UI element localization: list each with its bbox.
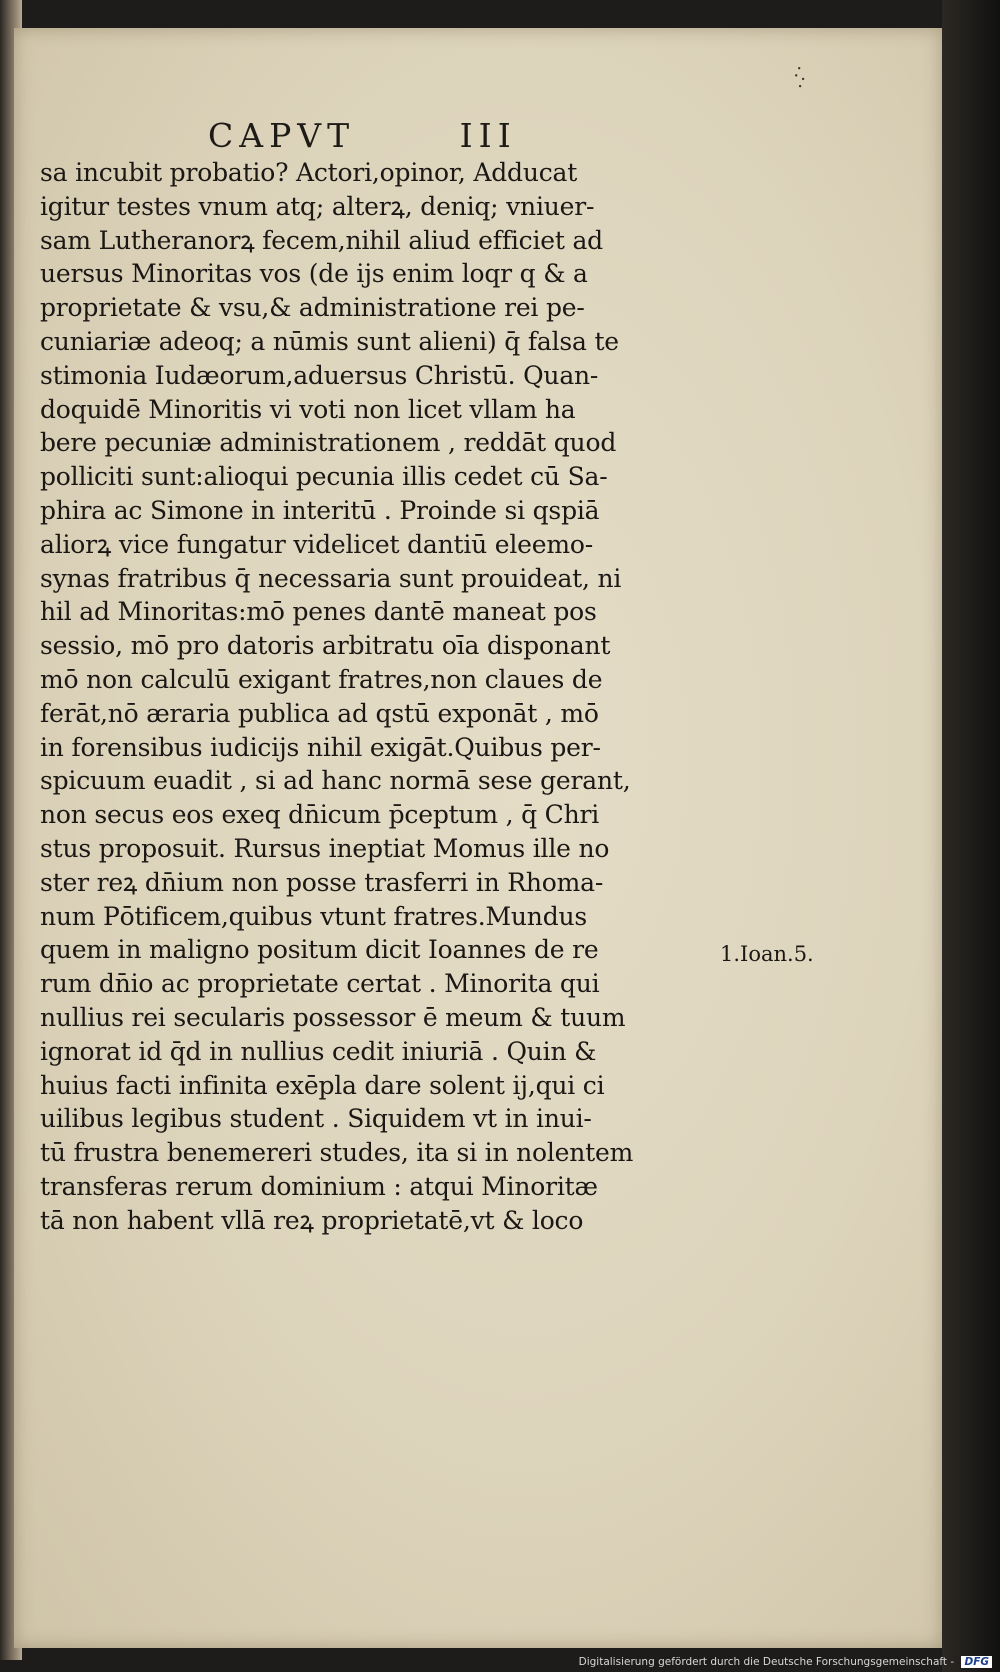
text-line: num Pōtificem,quibus vtunt fratres.Mundus — [40, 901, 588, 931]
text-line: uersus Minoritas vos (de ijs enim loqr q & a — [40, 259, 588, 289]
text-line: mō non calculū exigant fratres,non claues de — [40, 664, 603, 694]
text-line: synas fratribus q̄ necessaria sunt prouideat, ni — [40, 563, 622, 593]
margin-note: 1.Ioan.5. — [720, 942, 814, 966]
text-line: proprietate & vsu,& administratione rei pe- — [40, 293, 585, 323]
text-line: transferas rerum dominium : atqui Minoritæ — [40, 1171, 598, 1201]
text-line: sam Lutheranorꝝ fecem,nihil aliud efficiet ad — [40, 225, 603, 255]
corner-marks: ·.·. — [787, 62, 816, 91]
text-line: stus proposuit. Rursus ineptiat Momus ille no — [40, 833, 610, 863]
text-line: uilibus legibus student . Siquidem vt in inui- — [40, 1104, 592, 1134]
text-line: polliciti sunt:alioqui pecunia illis cedet cū Sa- — [40, 462, 608, 492]
text-line: phira ac Simone in interitū . Proinde si qspiā — [40, 495, 600, 525]
text-line: in forensibus iudicijs nihil exigāt.Quibus per- — [40, 732, 601, 762]
text-line: ster reꝝ dn̄ium non posse trasferri in Rhoma- — [40, 867, 604, 897]
text-line: quem in maligno positum dicit Ioannes de re — [40, 935, 599, 965]
text-line: rum dn̄io ac proprietate certat . Minorita qui — [40, 969, 600, 999]
text-line: bere pecuniæ administrationem , reddāt quod — [40, 428, 617, 458]
text-line: nullius rei secularis possessor ē meum & tuum — [40, 1002, 626, 1032]
footer-credit-text: Digitalisierung gefördert durch die Deutsche Forschungsgemeinschaft - — [578, 1656, 955, 1668]
text-line: spicuum euadit , si ad hanc normā sese gerant, — [40, 766, 631, 796]
text-line: ferāt,nō æraria publica ad qstū exponāt , mō — [40, 698, 599, 728]
chapter-number: III — [459, 116, 517, 155]
text-line: doquidē Minoritis vi voti non licet vllam ha — [40, 394, 576, 424]
scan-right-edge — [942, 0, 1000, 1672]
text-line: huius facti infinita exēpla dare solent ij,qui ci — [40, 1070, 605, 1100]
text-line: non secus eos exeq dn̄icum p̄ceptum , q̄ Chri — [40, 800, 600, 830]
text-line: sessio, mō pro datoris arbitratu oīa disponant — [40, 631, 611, 661]
text-line: sa incubit probatio? Actori,opinor, Adducat — [40, 158, 578, 187]
footer-credit — [579, 1656, 992, 1668]
text-line: igitur testes vnum atq; alterꝝ, deniq; vniuer- — [40, 191, 595, 221]
text-line: tū frustra benemereri studes, ita si in nolentem — [40, 1138, 634, 1168]
text-line: hil ad Minoritas:mō penes dantē maneat pos — [40, 597, 597, 627]
text-line: cuniariæ adeoq; a nūmis sunt alieni) q̄ falsa te — [40, 326, 619, 356]
text-line: ignorat id q̄d in nullius cedit iniuriā . Quin & — [40, 1036, 597, 1066]
body-text — [40, 156, 740, 1238]
dfg-logo: DFG — [961, 1656, 992, 1668]
chapter-title: CAPVT — [208, 116, 356, 155]
text-line: tā non habent vllā reꝝ proprietatē,vt & loco — [40, 1205, 584, 1235]
text-line: aliorꝝ vice fungatur videlicet dantiū eleemo- — [40, 529, 593, 559]
text-line: stimonia Iudæorum,aduersus Christū. Quan- — [40, 360, 599, 390]
running-head — [208, 116, 517, 155]
